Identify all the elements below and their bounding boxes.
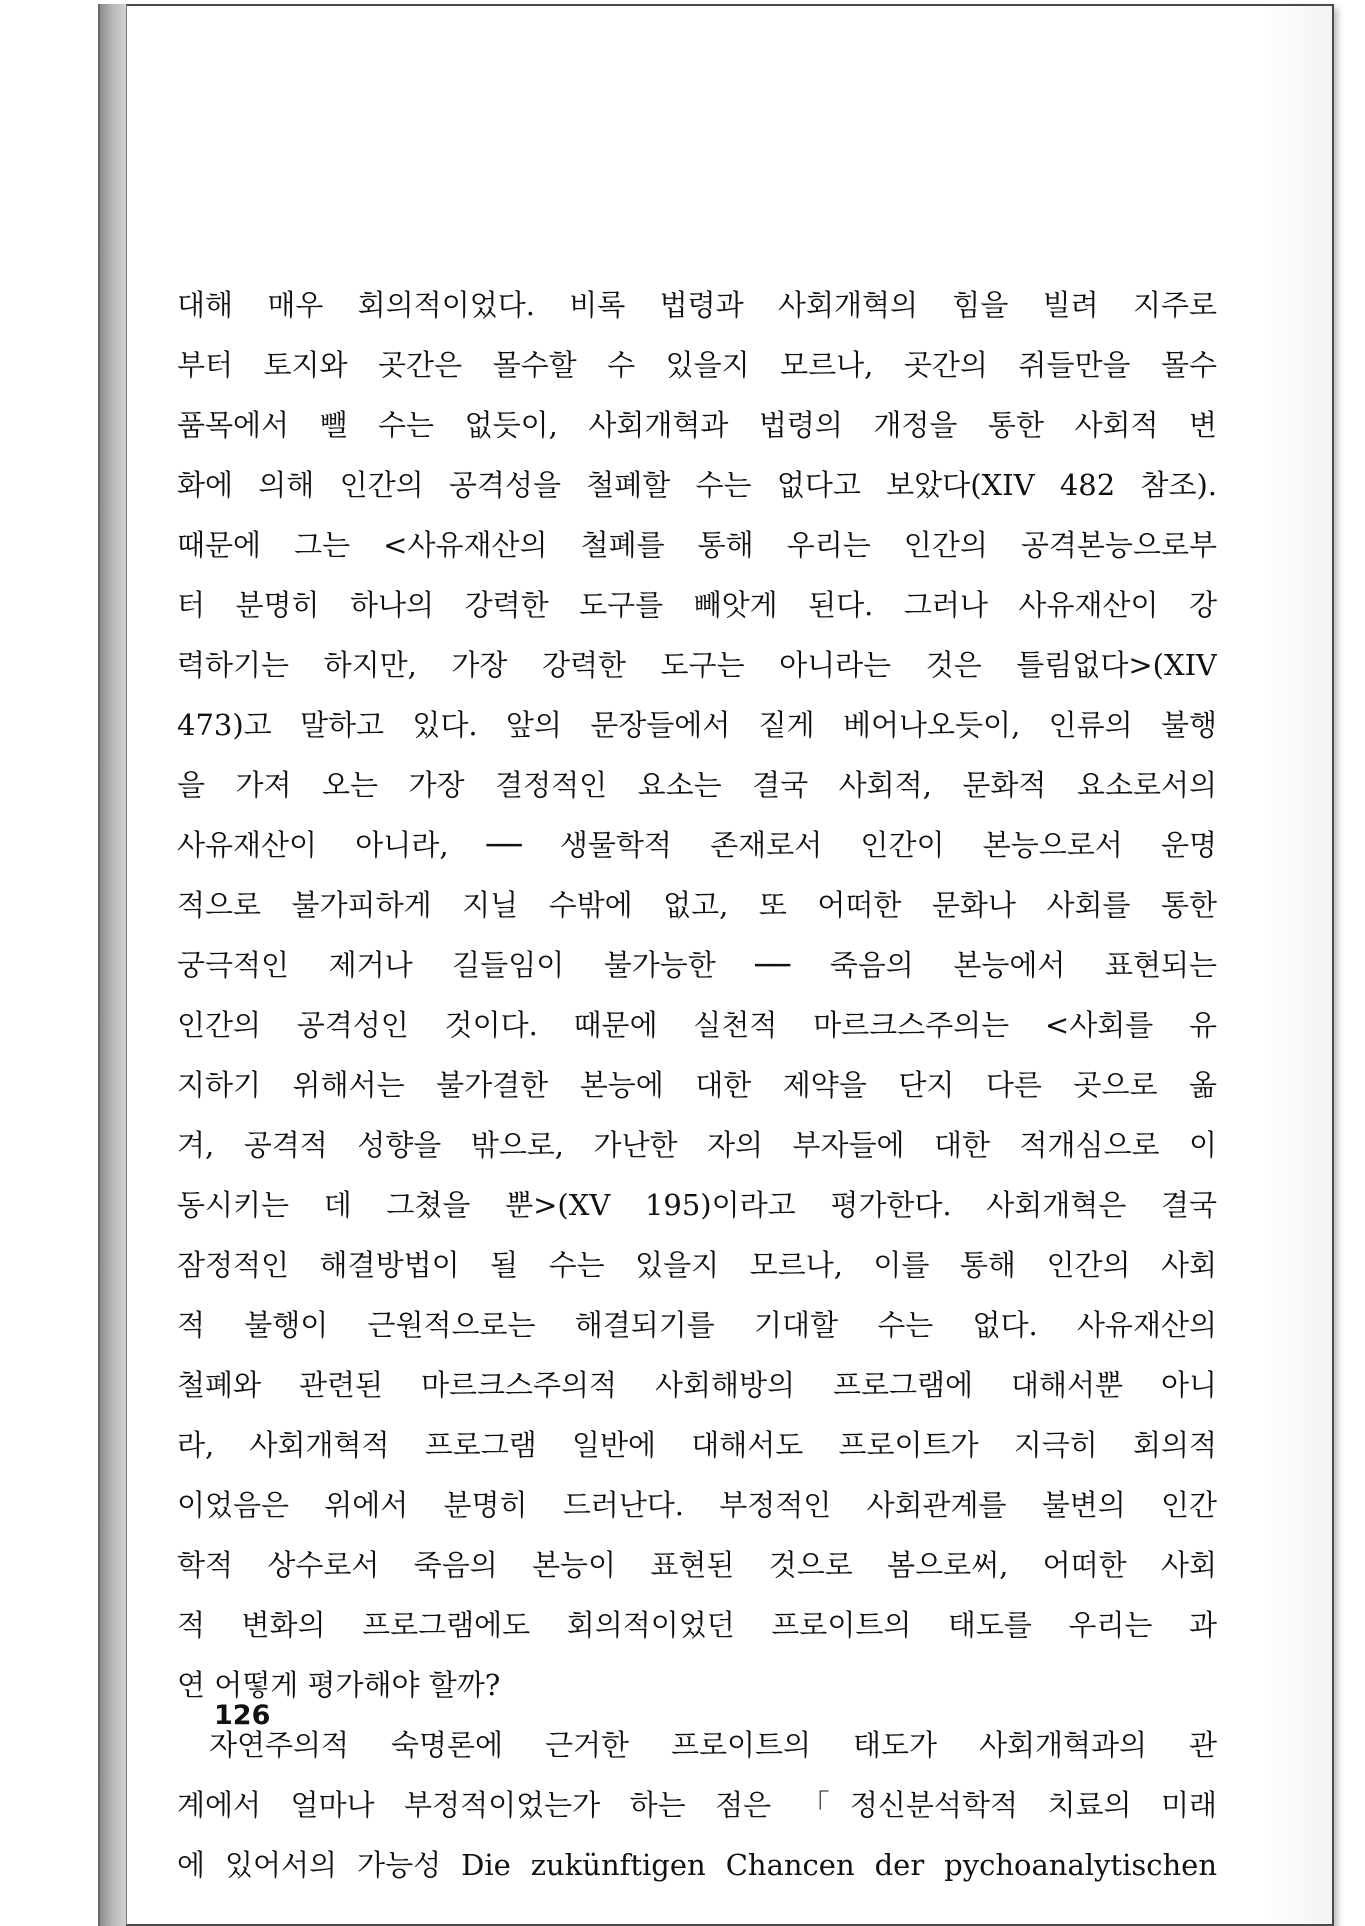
text-line: 이었음은 위에서 분명히 드러난다. 부정적인 사회관계를 불변의 인간	[177, 1488, 1217, 1522]
text-line: 력하기는 하지만, 가장 강력한 도구는 아니라는 것은 틀림없다>(XIV	[177, 648, 1217, 682]
text-line: 학적 상수로서 죽음의 본능이 표현된 것으로 봄으로써, 어떠한 사회	[177, 1548, 1217, 1582]
text-line: 때문에 그는 <사유재산의 철폐를 통해 우리는 인간의 공격본능으로부	[177, 528, 1217, 562]
text-line: 사유재산이 아니라, ── 생물학적 존재로서 인간이 본능으로서 운명	[177, 828, 1217, 862]
text-line: 적 변화의 프로그램에도 회의적이었던 프로이트의 태도를 우리는 과	[177, 1608, 1217, 1642]
page-shade	[1262, 6, 1332, 1924]
page-number: 126	[214, 1700, 271, 1731]
text-line: 동시키는 데 그쳤을 뿐>(XV 195)이라고 평가한다. 사회개혁은 결국	[177, 1188, 1217, 1222]
text-line: 을 가져 오는 가장 결정적인 요소는 결국 사회적, 문화적 요소로서의	[177, 768, 1217, 802]
text-line: 궁극적인 제거나 길들임이 불가능한 ── 죽음의 본능에서 표현되는	[177, 948, 1217, 982]
text-line: 연 어떻게 평가해야 할까?	[177, 1668, 501, 1702]
text-line: 에 있어서의 가능성 Die zukünftigen Chancen der pychoanalytischen	[177, 1848, 1217, 1882]
text-line: 자연주의적 숙명론에 근거한 프로이트의 태도가 사회개혁과의 관	[209, 1728, 1217, 1762]
text-line: 부터 토지와 곳간은 몰수할 수 있을지 모르나, 곳간의 쥐들만을 몰수	[177, 348, 1217, 382]
text-line: 적으로 불가피하게 지닐 수밖에 없고, 또 어떠한 문화나 사회를 통한	[177, 888, 1217, 922]
text-line: 화에 의해 인간의 공격성을 철폐할 수는 없다고 보았다(XIV 482 참조).	[177, 468, 1217, 502]
text-line: 철폐와 관련된 마르크스주의적 사회해방의 프로그램에 대해서뿐 아니	[177, 1368, 1217, 1402]
text-line: 473)고 말하고 있다. 앞의 문장들에서 짙게 베어나오듯이, 인류의 불행	[177, 708, 1217, 742]
text-line: 라, 사회개혁적 프로그램 일반에 대해서도 프로이트가 지극히 회의적	[177, 1428, 1217, 1462]
page-stack-edge	[98, 4, 128, 1926]
text-line: 인간의 공격성인 것이다. 때문에 실천적 마르크스주의는 <사회를 유	[177, 1008, 1217, 1042]
text-line: 겨, 공격적 성향을 밖으로, 가난한 자의 부자들에 대한 적개심으로 이	[177, 1128, 1217, 1162]
text-line: 품목에서 뺄 수는 없듯이, 사회개혁과 법령의 개정을 통한 사회적 변	[177, 408, 1217, 442]
text-line: 계에서 얼마나 부정적이었는가 하는 점은 「정신분석학적 치료의 미래	[177, 1788, 1217, 1822]
text-line: 대해 매우 회의적이었다. 비록 법령과 사회개혁의 힘을 빌려 지주로	[177, 288, 1217, 322]
text-line: 지하기 위해서는 불가결한 본능에 대한 제약을 단지 다른 곳으로 옮	[177, 1068, 1217, 1102]
text-line: 터 분명히 하나의 강력한 도구를 빼앗게 된다. 그러나 사유재산이 강	[177, 588, 1217, 622]
body-text	[177, 275, 1217, 1895]
text-line: 잠정적인 해결방법이 될 수는 있을지 모르나, 이를 통해 인간의 사회	[177, 1248, 1217, 1282]
text-line: 적 불행이 근원적으로는 해결되기를 기대할 수는 없다. 사유재산의	[177, 1308, 1217, 1342]
